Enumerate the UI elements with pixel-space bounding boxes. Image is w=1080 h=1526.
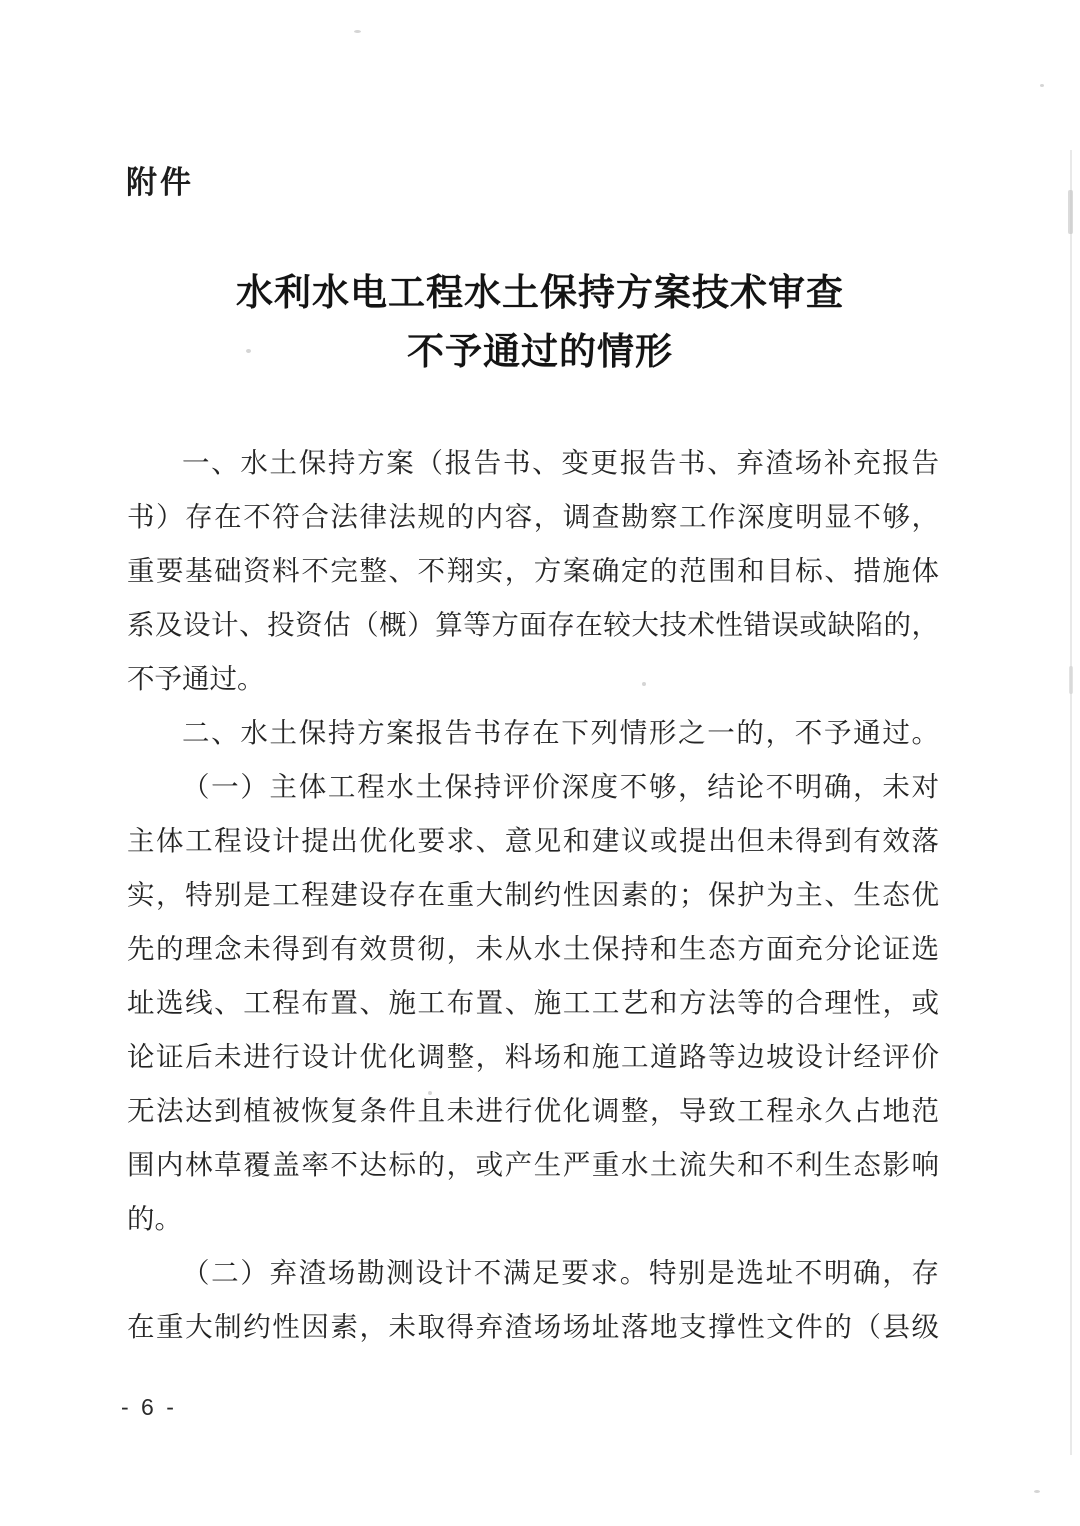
document-title [0,264,1080,382]
body-line: （一）主体工程水土保持评价深度不够，结论不明确，未对 [182,771,939,802]
scan-artifact-blob [1068,190,1073,234]
body-line: 无法达到植被恢复条件且未进行优化调整，导致工程永久占地范 [127,1095,939,1126]
body-line: 主体工程设计提出优化要求、意见和建议或提出但未得到有效落 [127,825,939,856]
scan-speck [246,349,251,353]
body-line: 书）存在不符合法律法规的内容，调查勘察工作深度明显不够， [127,501,939,532]
scan-speck [1040,84,1044,87]
body-line: 围内林草覆盖率不达标的，或产生严重水土流失和不利生态影响 [127,1149,939,1180]
document-title-line-2: 不予通过的情形 [407,332,673,373]
body-line: 二、水土保持方案报告书存在下列情形之一的，不予通过。 [182,717,939,748]
page-number: - 6 - [121,1394,177,1420]
body-line: 系及设计、投资估（概）算等方面存在较大技术性错误或缺陷的， [127,609,939,640]
document-title-line-1: 水利水电工程水土保持方案技术审查 [236,273,844,314]
body-line: 址选线、工程布置、施工布置、施工工艺和方法等的合理性，或 [127,987,939,1018]
body-line: （二）弃渣场勘测设计不满足要求。特别是选址不明确，存 [182,1257,939,1288]
scan-speck [642,682,646,686]
body-line: 先的理念未得到有效贯彻，未从水土保持和生态方面充分论证选 [127,933,939,964]
body-line: 重要基础资料不完整、不翔实，方案确定的范围和目标、措施体 [127,555,939,586]
document-body [127,436,939,1354]
body-line: 论证后未进行设计优化调整，料场和施工道路等边坡设计经评价 [127,1041,939,1072]
scan-speck [354,30,361,33]
scan-artifact-blob [1069,666,1073,694]
attachment-label: 附件 [126,165,194,200]
scan-artifact-line [1070,150,1072,1455]
scan-speck [1034,1490,1040,1493]
body-line: 一、水土保持方案（报告书、变更报告书、弃渣场补充报告 [182,447,939,478]
body-line: 的。 [127,1203,182,1234]
body-line: 在重大制约性因素，未取得弃渣场场址落地支撑性文件的（县级 [127,1311,939,1342]
scan-speck [428,1091,432,1095]
body-line: 实，特别是工程建设存在重大制约性因素的；保护为主、生态优 [127,879,939,910]
body-line: 不予通过。 [127,663,265,694]
